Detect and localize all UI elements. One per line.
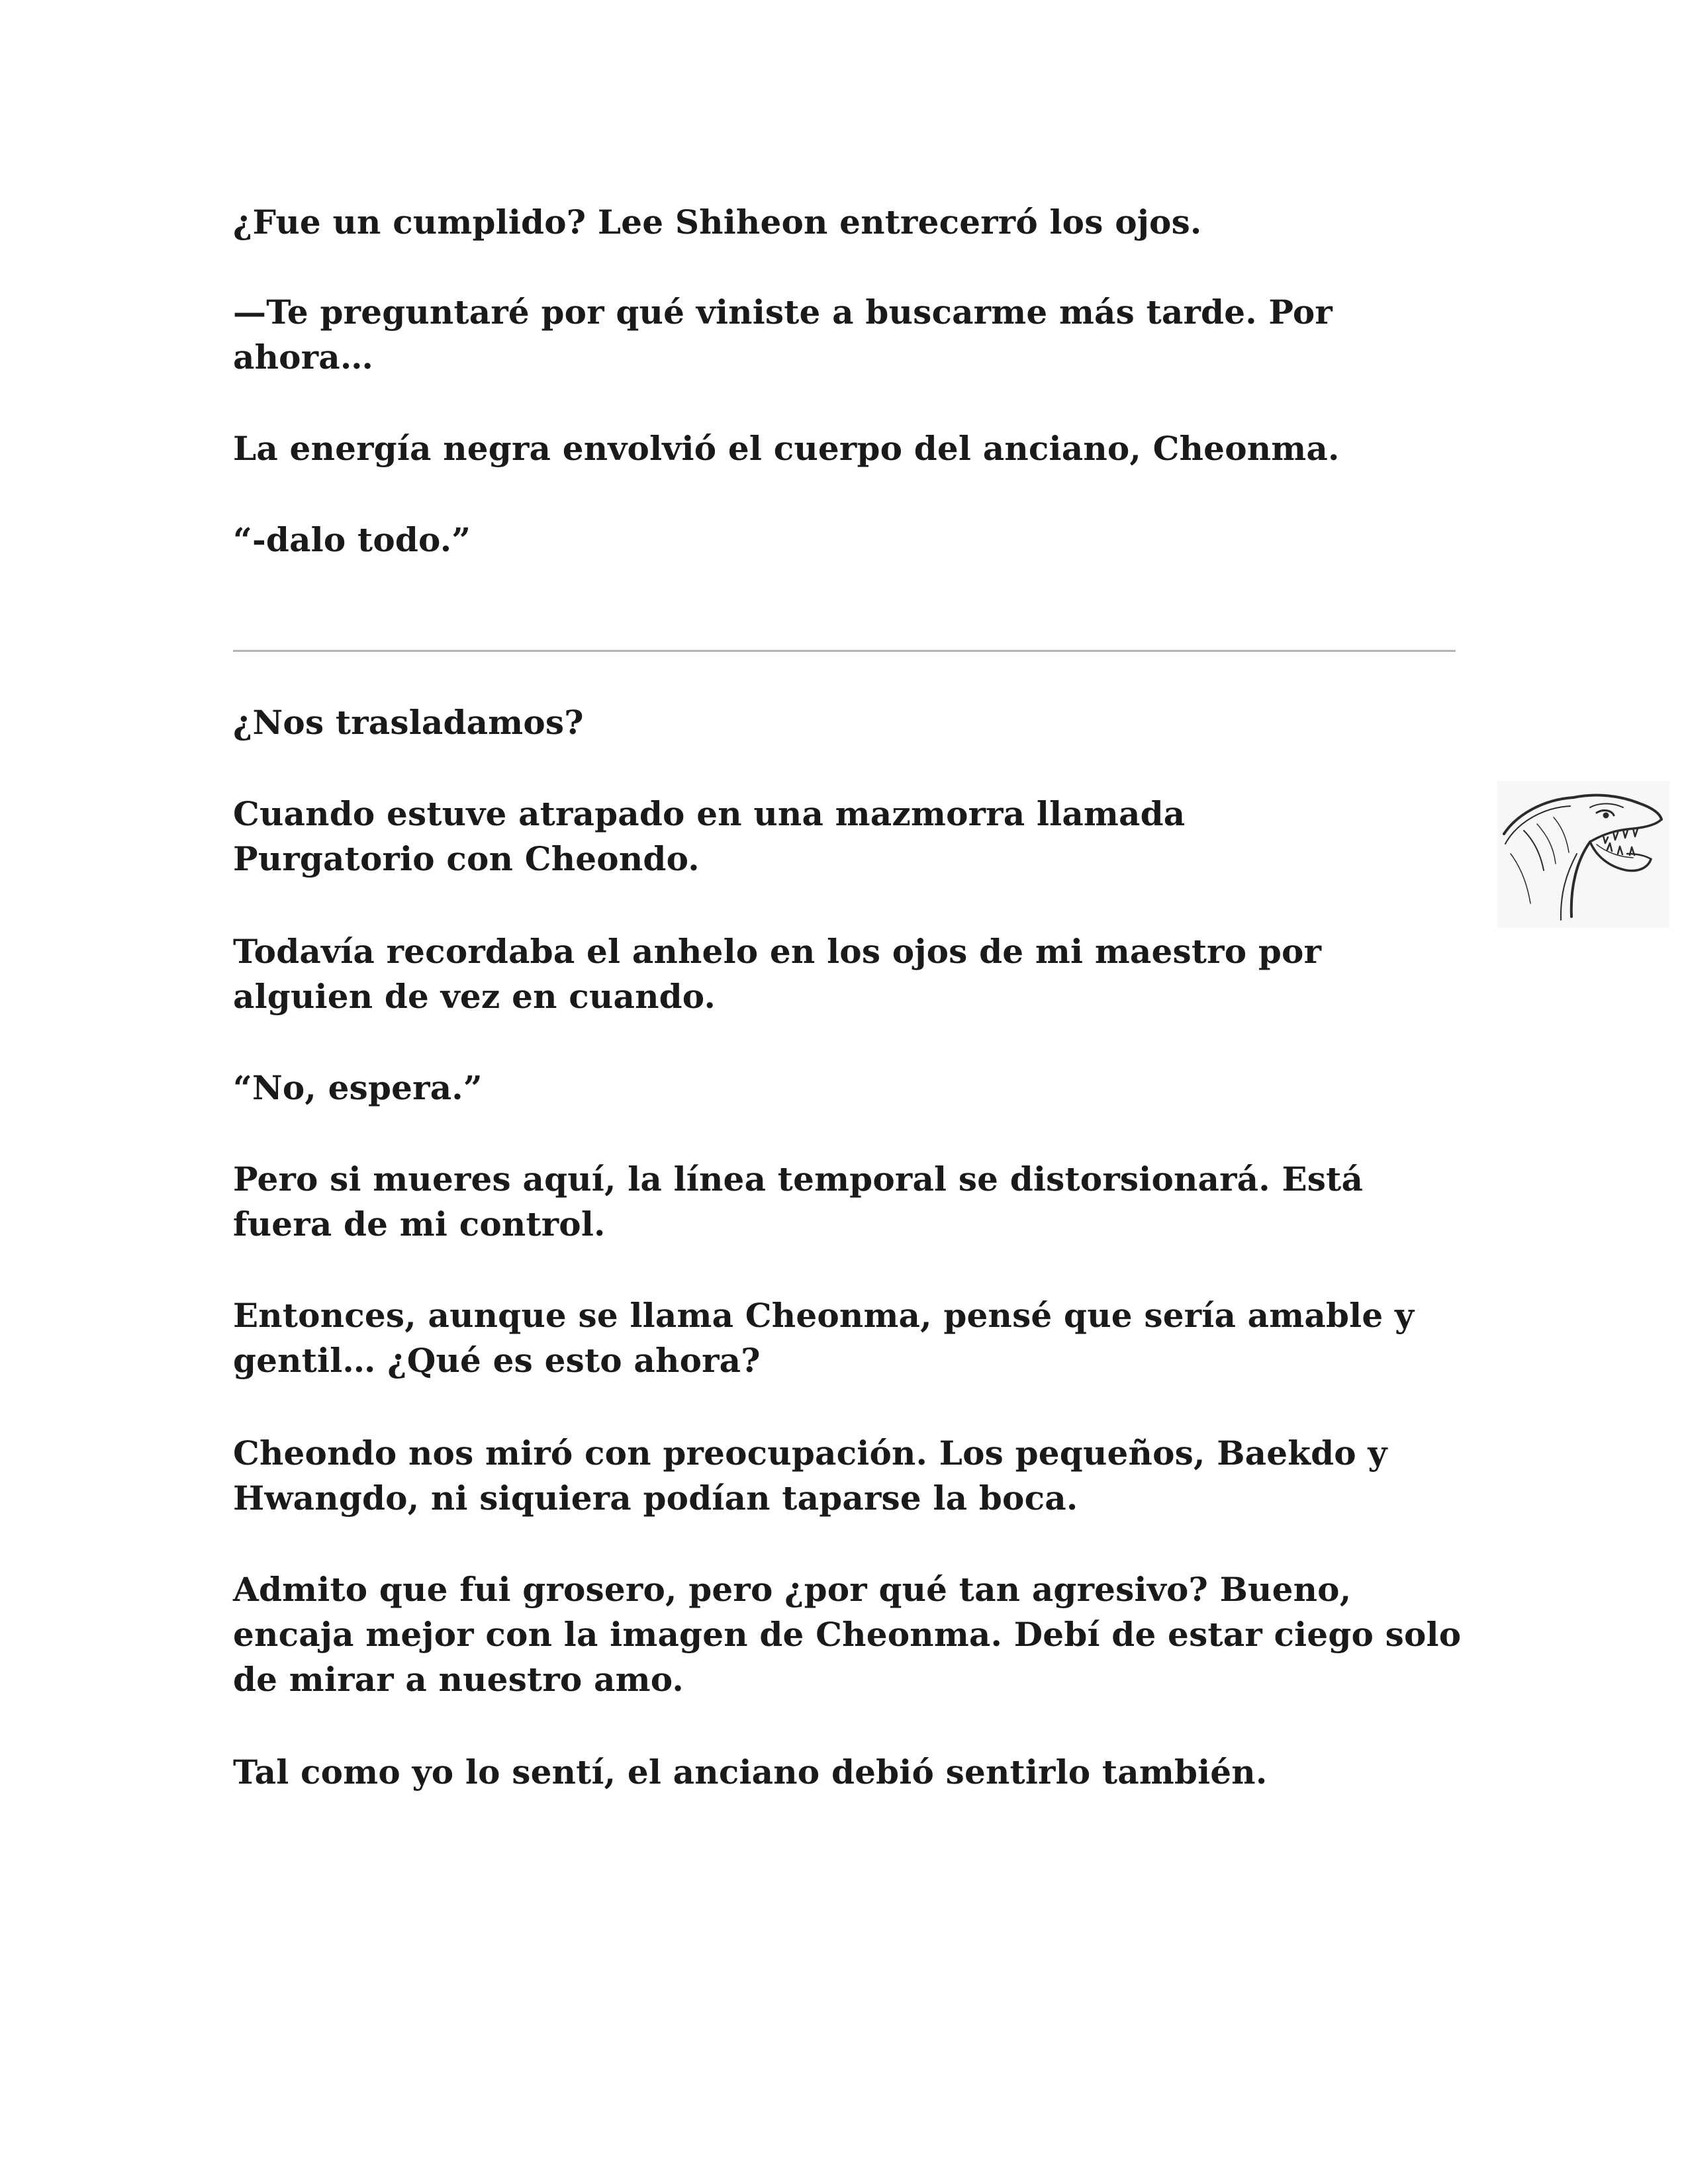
paragraph: Todavía recordaba el anhelo en los ojos de mi maestro por alguien de vez en cuando.	[233, 932, 1322, 1016]
paragraph: La energía negra envolvió el cuerpo del anciano, Cheonma.	[233, 429, 1340, 468]
paragraph: “No, espera.”	[233, 1068, 483, 1107]
dinosaur-head-sketch-icon	[1497, 781, 1669, 928]
paragraph: Tal como yo lo sentí, el anciano debió sentirlo también.	[233, 1752, 1268, 1792]
paragraph: Pero si mueres aquí, la línea temporal se distorsionará. Está fuera de mi control.	[233, 1160, 1364, 1244]
paragraph: ¿Nos trasladamos?	[233, 703, 584, 742]
dinosaur-logo	[1497, 781, 1669, 928]
paragraph: ¿Fue un cumplido? Lee Shiheon entrecerró los ojos.	[233, 203, 1202, 242]
paragraph: Cuando estuve atrapado en una mazmorra llamada Purgatorio con Cheondo.	[233, 794, 1186, 878]
paragraph: Cheondo nos miró con preocupación. Los pequeños, Baekdo y Hwangdo, ni siquiera podían taparse la boca.	[233, 1433, 1387, 1518]
paragraph: “-dalo todo.”	[233, 520, 471, 559]
paragraph: Entonces, aunque se llama Cheonma, pensé que sería amable y gentil… ¿Qué es esto ahora?	[233, 1296, 1415, 1380]
section-divider	[233, 650, 1456, 652]
paragraph: Admito que fui grosero, pero ¿por qué tan agresivo? Bueno, encaja mejor con la imagen de Cheonma. Debí de estar ciego solo de mirar a nuestro amo.	[233, 1570, 1462, 1699]
paragraph: —Te preguntaré por qué viniste a buscarme más tarde. Por ahora…	[233, 293, 1333, 377]
